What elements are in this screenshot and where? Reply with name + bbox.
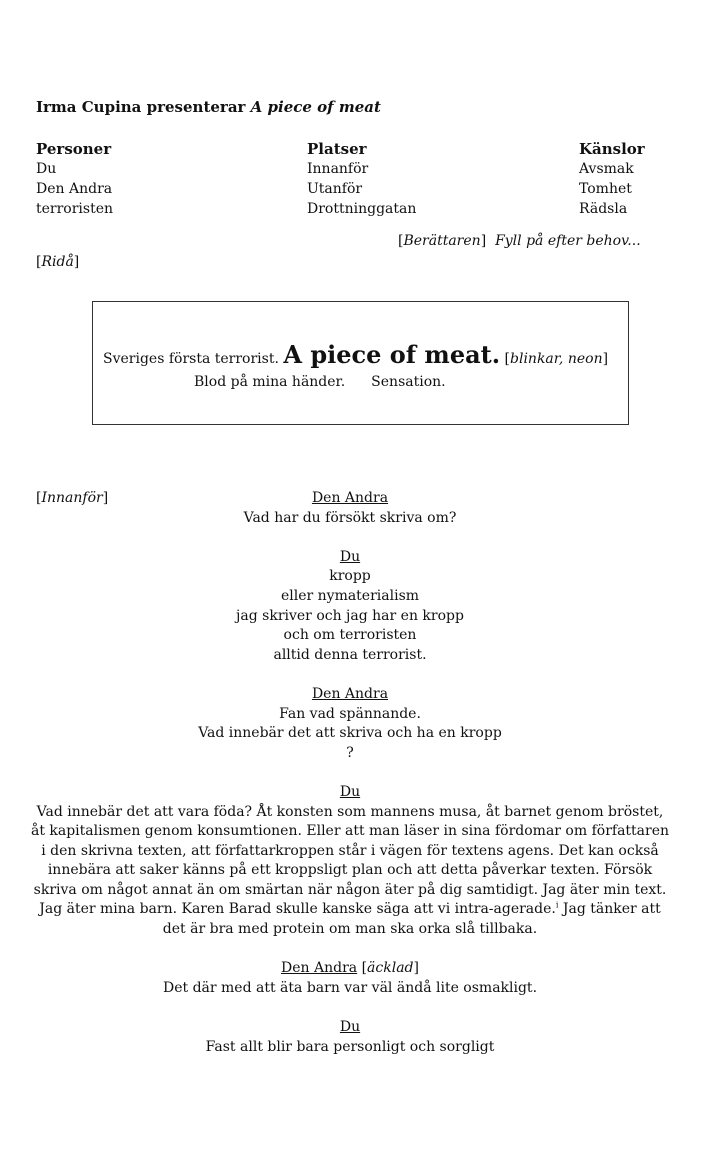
curtain-text: Ridå <box>41 254 74 270</box>
paragraph-text: Vad innebär det att vara föda? Åt konsten som mannens musa, åt barnet genom bröstet, åt kapitalismen genom konsumtionen. Eller att man läser in sina fördomar om författaren i den skrivna texten, att författarkroppen står i vägen för textens agens. Det kan också innebära att saker känns på ett kroppsligt plan och att detta påverkar texten. Försök skriva om något annat än om smärtan när någon äter på dig samtidigt. Jag äter min text. Jag äter mina barn. Karen Barad skulle kanske säga att vi intra-agerade. <box>30 803 670 918</box>
neon-lead: Sveriges första terrorist. <box>103 351 279 367</box>
curtain-direction: [Ridå] <box>36 254 80 270</box>
speaker-with-direction: Den Andra [äcklad] <box>281 960 419 977</box>
setting-text: Innanför <box>41 490 103 506</box>
neon-stage-direction: blinkar, neon <box>510 351 603 367</box>
dialogue-line: alltid denna terrorist. <box>273 646 427 663</box>
cast-persons <box>36 139 113 219</box>
stage-direction: äcklad <box>367 960 414 977</box>
speaker-name: Den Andra <box>281 960 358 977</box>
cast-place-item: Utanför <box>307 181 363 197</box>
cast-feeling-item: Tomhet <box>579 181 632 197</box>
setting-direction: [Innanför] <box>36 490 109 506</box>
dialogue <box>30 489 670 1057</box>
dialogue-line: ? <box>346 744 354 761</box>
neon-sign-box <box>92 301 629 425</box>
speaker-name: Den Andra <box>311 685 389 702</box>
cast-place-item: Drottninggatan <box>307 201 417 217</box>
cast-places-heading: Platser <box>307 140 367 158</box>
cast-feeling-item: Avsmak <box>579 161 634 177</box>
title-work: A piece of meat <box>250 98 381 116</box>
dialogue-line: eller nymaterialism <box>280 587 420 604</box>
cast-places <box>307 139 416 219</box>
dialogue-line: Det där med att äta barn var väl ändå lite osmakligt. <box>162 979 538 996</box>
dialogue-paragraph <box>30 803 670 940</box>
dialogue-line: Vad innebär det att skriva och ha en kropp <box>198 725 502 742</box>
cast-person-item: Du <box>36 161 57 177</box>
cast-feelings-heading: Känslor <box>579 140 645 158</box>
narrator-role: Berättaren <box>403 233 481 249</box>
footnote-mark[interactable]: i <box>555 900 559 910</box>
cast-feeling-item: Rädsla <box>579 201 628 217</box>
cast-person-item: Den Andra <box>36 181 113 197</box>
paragraph-text: Jag tänker att det är bra med protein om man ska orka slå tillbaka. <box>162 901 661 938</box>
narrator-note: Fyll på efter behov... <box>495 233 641 249</box>
dialogue-line: och om terroristen <box>283 627 417 644</box>
neon-sign-line: Sveriges första terrorist. A piece of meat. [blinkar, neon] <box>103 340 609 369</box>
speaker-name: Du <box>339 783 361 800</box>
dialogue-line: Vad har du försökt skriva om? <box>243 509 457 526</box>
dialogue-line: Fast allt blir bara personligt och sorgligt <box>205 1038 495 1055</box>
cast-place-item: Innanför <box>307 161 369 177</box>
neon-sub-line <box>194 374 446 390</box>
speaker-name: Den Andra <box>311 490 389 506</box>
title-prefix: Irma Cupina presenterar <box>36 98 246 116</box>
neon-big-text: A piece of meat. <box>283 340 501 369</box>
dialogue-line: jag skriver och jag har en kropp <box>236 607 464 624</box>
speaker-name: Du <box>339 1019 361 1036</box>
neon-sub-right: Sensation. <box>371 374 446 390</box>
narrator-line: [Berättaren] Fyll på efter behov... <box>398 233 641 249</box>
speaker-name: Du <box>339 548 361 565</box>
neon-sub-left: Blod på mina händer. <box>194 374 346 390</box>
document-title <box>36 98 381 116</box>
cast-person-item: terroristen <box>36 201 114 217</box>
dialogue-line: Fan vad spännande. <box>279 705 421 722</box>
cast-persons-heading: Personer <box>36 140 112 158</box>
cast-feelings <box>579 139 645 219</box>
dialogue-line: kropp <box>329 568 371 585</box>
